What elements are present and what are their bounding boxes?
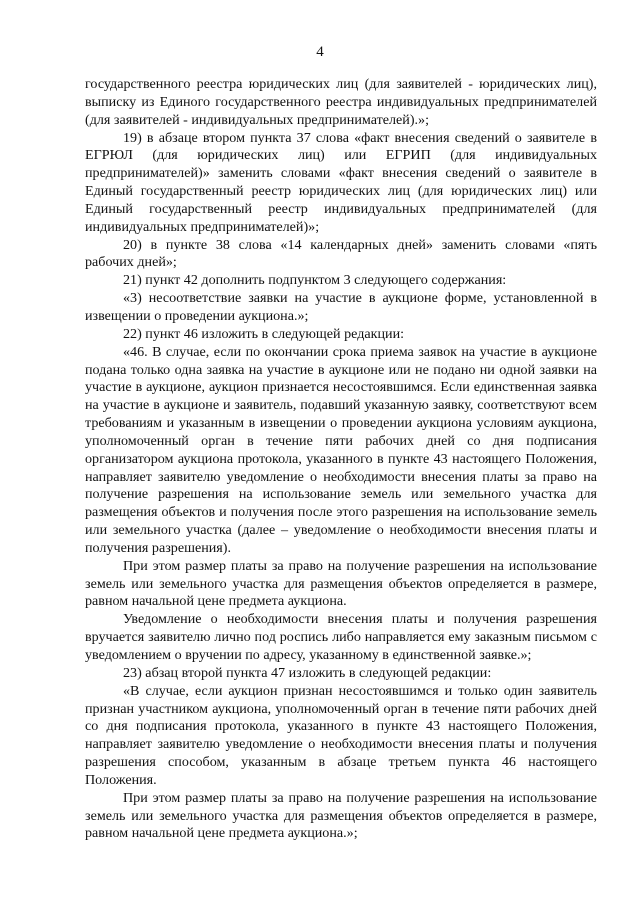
- paragraph-notification-delivery: Уведомление о необходимости внесения платы и получения разрешения вручается заявителю лично под роспись либо направляется ему заказным письмом с уведомлением о вручении по адресу, указанному в единственной заявке.»;: [85, 611, 597, 663]
- paragraph-clause-47: «В случае, если аукцион признан несостоявшимся и только один заявитель признан участником аукциона, уполномоченный орган в течение пяти рабочих дней со дня подписания протокола, указанного в пункте 43 настоящего Положения, направляет заявителю уведомление о необходимости внесения платы и получения разрешения способом, указанным в абзаце третьем пункта 46 настоящего Положения.: [85, 682, 597, 788]
- paragraph-registry-continuation: государственного реестра юридических лиц (для заявителей - юридических лиц), выписку из Единого государственного реестра индивидуальных предпринимателей (для заявителей - индивидуальных предпринимателей).»;: [85, 76, 597, 128]
- paragraph-item-20: 20) в пункте 38 слова «14 календарных дней» заменить словами «пять рабочих дней»;: [85, 236, 597, 271]
- paragraph-subitem-3: «3) несоответствие заявки на участие в аукционе форме, установленной в извещении о проведении аукциона.»;: [85, 290, 597, 324]
- document-body: [85, 76, 597, 843]
- paragraph-clause-46: «46. В случае, если по окончании срока приема заявок на участие в аукционе подана только одна заявка на участие в аукционе или не подано ни одной заявки на участие в аукционе, аукцион признается несостоявшимся. Если единственная заявка на участие в аукционе и заявитель, подавший указанную заявку, соответствуют всем требованиям и указанным в извещении о проведении аукциона условиям аукциона, уполномоченный орган в течение пяти рабочих дней со дня подписания организатором аукциона протокола, указанного в пункте 43 настоящего Положения, направляет заявителю уведомление о необходимости внесения платы за право на получение разрешения на использование земель или земельного участка для размещения объектов и получения после этого разрешения на использование земель или земельного участка (далее – уведомление о необходимости внесения платы и получения разрешения).: [85, 343, 597, 556]
- page-number: 4: [316, 44, 324, 60]
- paragraph-item-19: 19) в абзаце втором пункта 37 слова «факт внесения сведений о заявителе в ЕГРЮЛ (для юридических лиц) или ЕГРИП (для индивидуальных предпринимателей)» заменить словами «факт внесения сведений о заявителе в Единый государственный реестр юридических лиц (для юридических лиц) или Единый государственный реестр индивидуальных предпринимателей (для индивидуальных предпринимателей)»;: [85, 129, 597, 235]
- paragraph-item-21: 21) пункт 42 дополнить подпунктом 3 следующего содержания:: [123, 272, 507, 289]
- paragraph-item-23: 23) абзац второй пункта 47 изложить в следующей редакции:: [123, 664, 492, 681]
- paragraph-item-22: 22) пункт 46 изложить в следующей редакции:: [123, 325, 405, 342]
- paragraph-fee-amount: При этом размер платы за право на получение разрешения на использование земель или земельного участка для размещения объектов определяется в размере, равном начальной цене предмета аукциона.: [85, 557, 597, 610]
- paragraph-fee-amount-final: При этом размер платы за право на получение разрешения на использование земель или земельного участка для размещения объектов определяется в размере, равном начальной цене предмета аукциона.»;: [85, 789, 597, 842]
